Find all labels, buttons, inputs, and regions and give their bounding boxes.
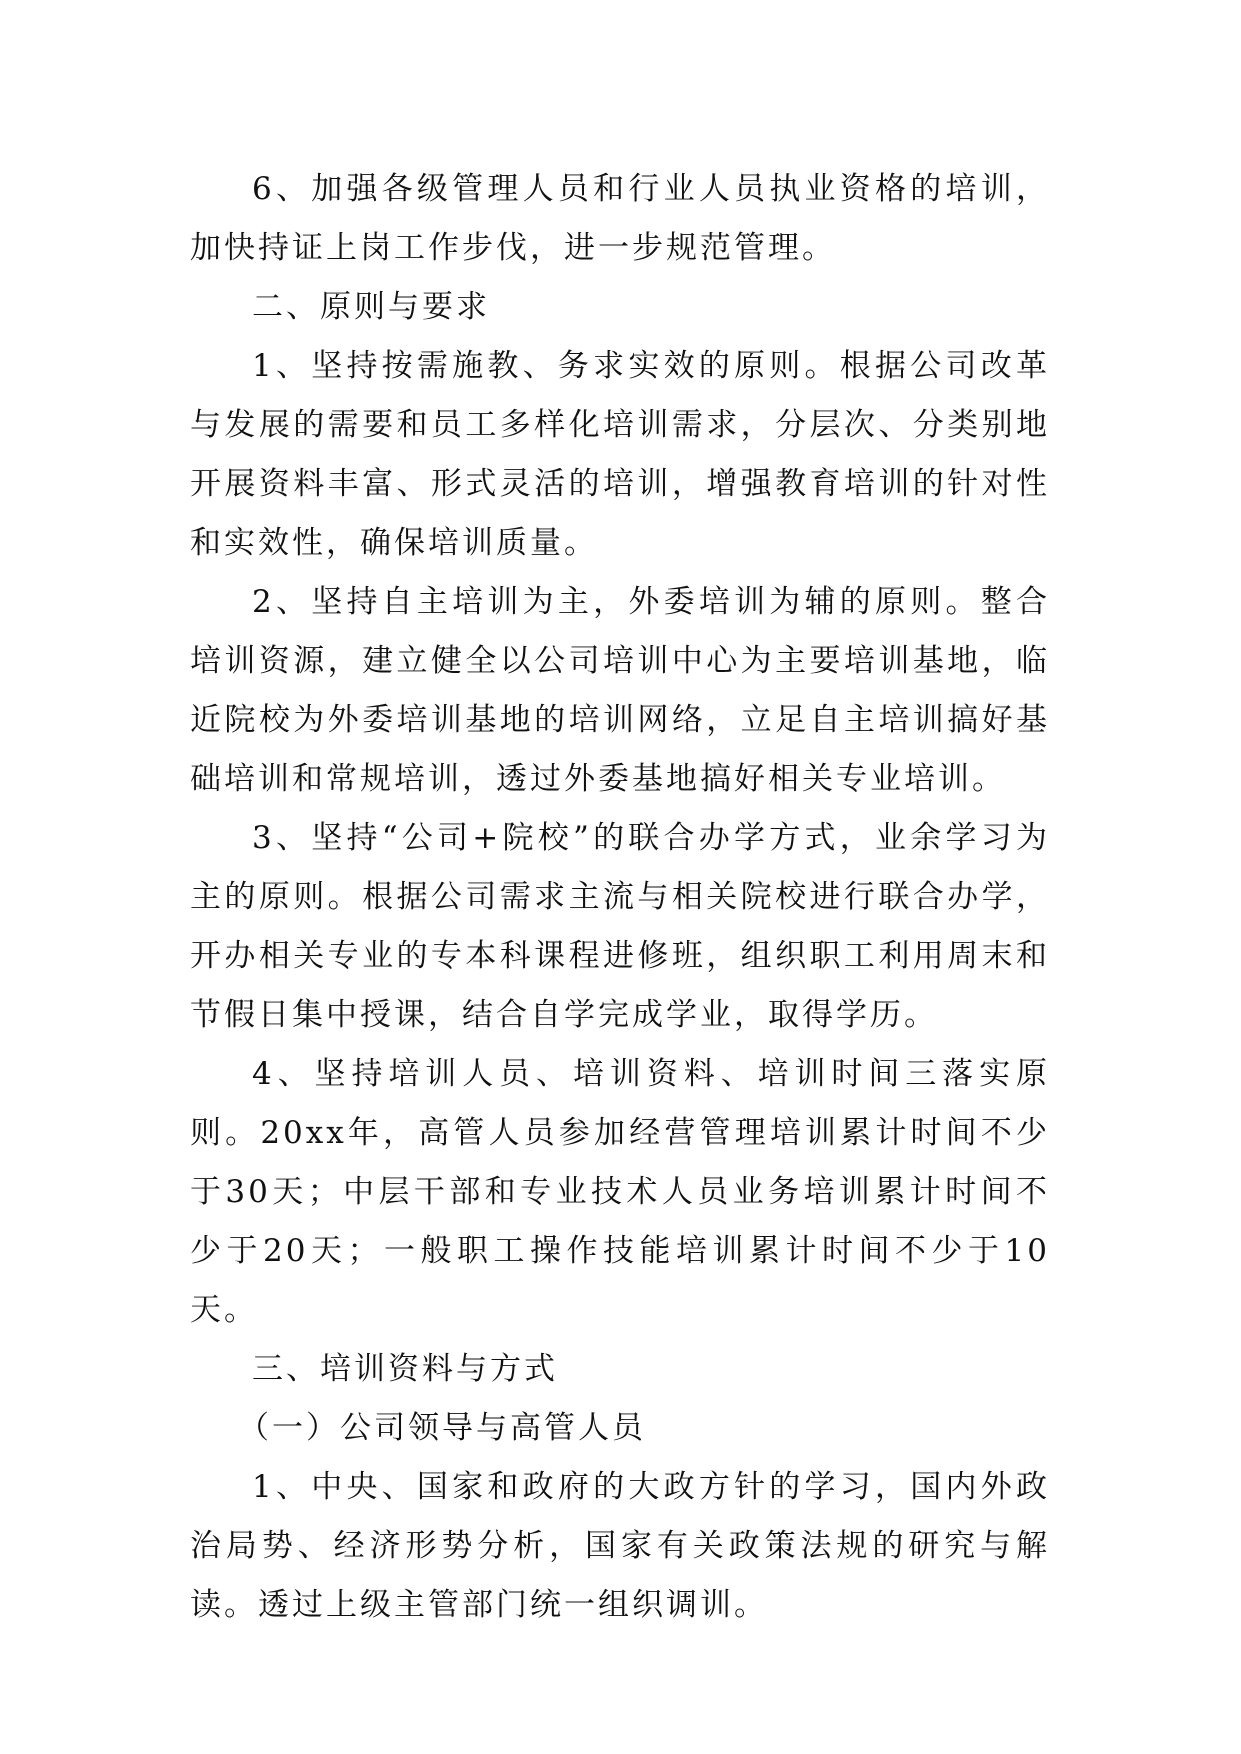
document-body (190, 160, 1050, 1635)
section-heading-training-content: 三、培训资料与方式 (252, 1351, 558, 1387)
section-heading-principles: 二、原则与要求 (252, 289, 490, 325)
subsection-heading-leaders: （一）公司领导与高管人员 (238, 1410, 646, 1446)
paragraph-principle-1: 1、坚持按需施教、务求实效的原则。根据公司改革与发展的需要和员工多样化培训需求，分层次、分类别地开展资料丰富、形式灵活的培训，增强教育培训的针对性和实效性，确保培训质量。 (190, 348, 1050, 561)
paragraph-principle-4: 4、坚持培训人员、培训资料、培训时间三落实原则。20xx年，高管人员参加经营管理培训累计时间不少于30天；中层干部和专业技术人员业务培训累计时间不少于20天；一般职工操作技能培训累计时间不少于10天。 (190, 1056, 1050, 1328)
paragraph-principle-3: 3、坚持“公司+院校”的联合办学方式，业余学习为主的原则。根据公司需求主流与相关院校进行联合办学，开办相关专业的专本科课程进修班，组织职工利用周末和节假日集中授课，结合自学完成学业，取得学历。 (190, 820, 1050, 1033)
paragraph-content-1: 1、中央、国家和政府的大政方针的学习，国内外政治局势、经济形势分析，国家有关政策法规的研究与解读。透过上级主管部门统一组织调训。 (190, 1469, 1050, 1623)
paragraph-item-6: 6、加强各级管理人员和行业人员执业资格的培训，加快持证上岗工作步伐，进一步规范管理。 (190, 171, 1050, 266)
paragraph-principle-2: 2、坚持自主培训为主，外委培训为辅的原则。整合培训资源，建立健全以公司培训中心为主要培训基地，临近院校为外委培训基地的培训网络，立足自主培训搞好基础培训和常规培训，透过外委基地搞好相关专业培训。 (190, 584, 1050, 797)
